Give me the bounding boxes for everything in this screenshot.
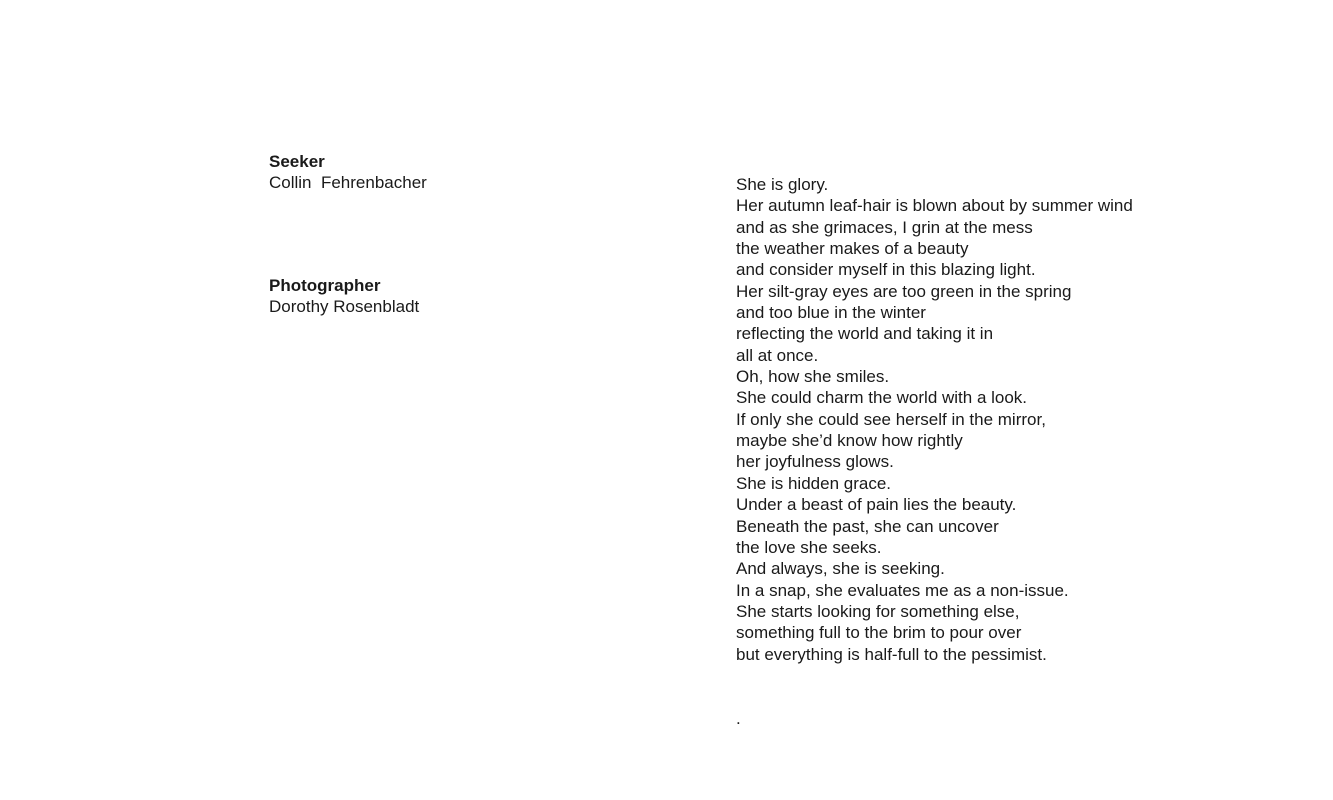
- credit-name: Dorothy Rosenbladt: [269, 297, 420, 316]
- poem-line: If only she could see herself in the mirror,: [736, 409, 1046, 429]
- poem-line: She could charm the world with a look.: [736, 388, 1028, 408]
- credit-role-label: Photographer: [269, 276, 381, 295]
- poem-line: Under a beast of pain lies the beauty.: [736, 495, 1017, 515]
- poem-line: and too blue in the winter: [736, 303, 926, 323]
- poem-line: Her silt-gray eyes are too green in the spring: [736, 281, 1072, 301]
- credit-seeker: [269, 151, 649, 193]
- poem-line: the weather makes of a beauty: [736, 239, 969, 259]
- trailing-period: .: [736, 709, 741, 728]
- poem-line: She is hidden grace.: [736, 473, 891, 493]
- credits-column: [269, 151, 649, 317]
- poem-line: all at once.: [736, 345, 819, 365]
- poem-line: but everything is half-full to the pessimist.: [736, 644, 1047, 664]
- poem-line: and as she grimaces, I grin at the mess: [736, 217, 1033, 237]
- poem-line: something full to the brim to pour over: [736, 623, 1022, 643]
- poem-line: She is glory.: [736, 175, 829, 194]
- poem-line: maybe she’d know how rightly: [736, 431, 963, 451]
- poem-line: her joyfulness glows.: [736, 452, 894, 472]
- poem-line: And always, she is seeking.: [736, 559, 945, 579]
- poem-line: Her autumn leaf-hair is blown about by summer wind: [736, 196, 1133, 216]
- poem-line: She starts looking for something else,: [736, 601, 1020, 621]
- poem-line: In a snap, she evaluates me as a non-issue.: [736, 580, 1069, 600]
- poem-line: and consider myself in this blazing light.: [736, 260, 1036, 280]
- poem-line: Oh, how she smiles.: [736, 367, 890, 387]
- poem-body: [736, 174, 1296, 665]
- credit-photographer: [269, 275, 649, 317]
- poem-line: reflecting the world and taking it in: [736, 324, 994, 344]
- credit-role-label: Seeker: [269, 152, 325, 171]
- poem-line: the love she seeks.: [736, 537, 882, 557]
- poem-line: Beneath the past, she can uncover: [736, 516, 999, 536]
- credit-name: Collin Fehrenbacher: [269, 173, 427, 192]
